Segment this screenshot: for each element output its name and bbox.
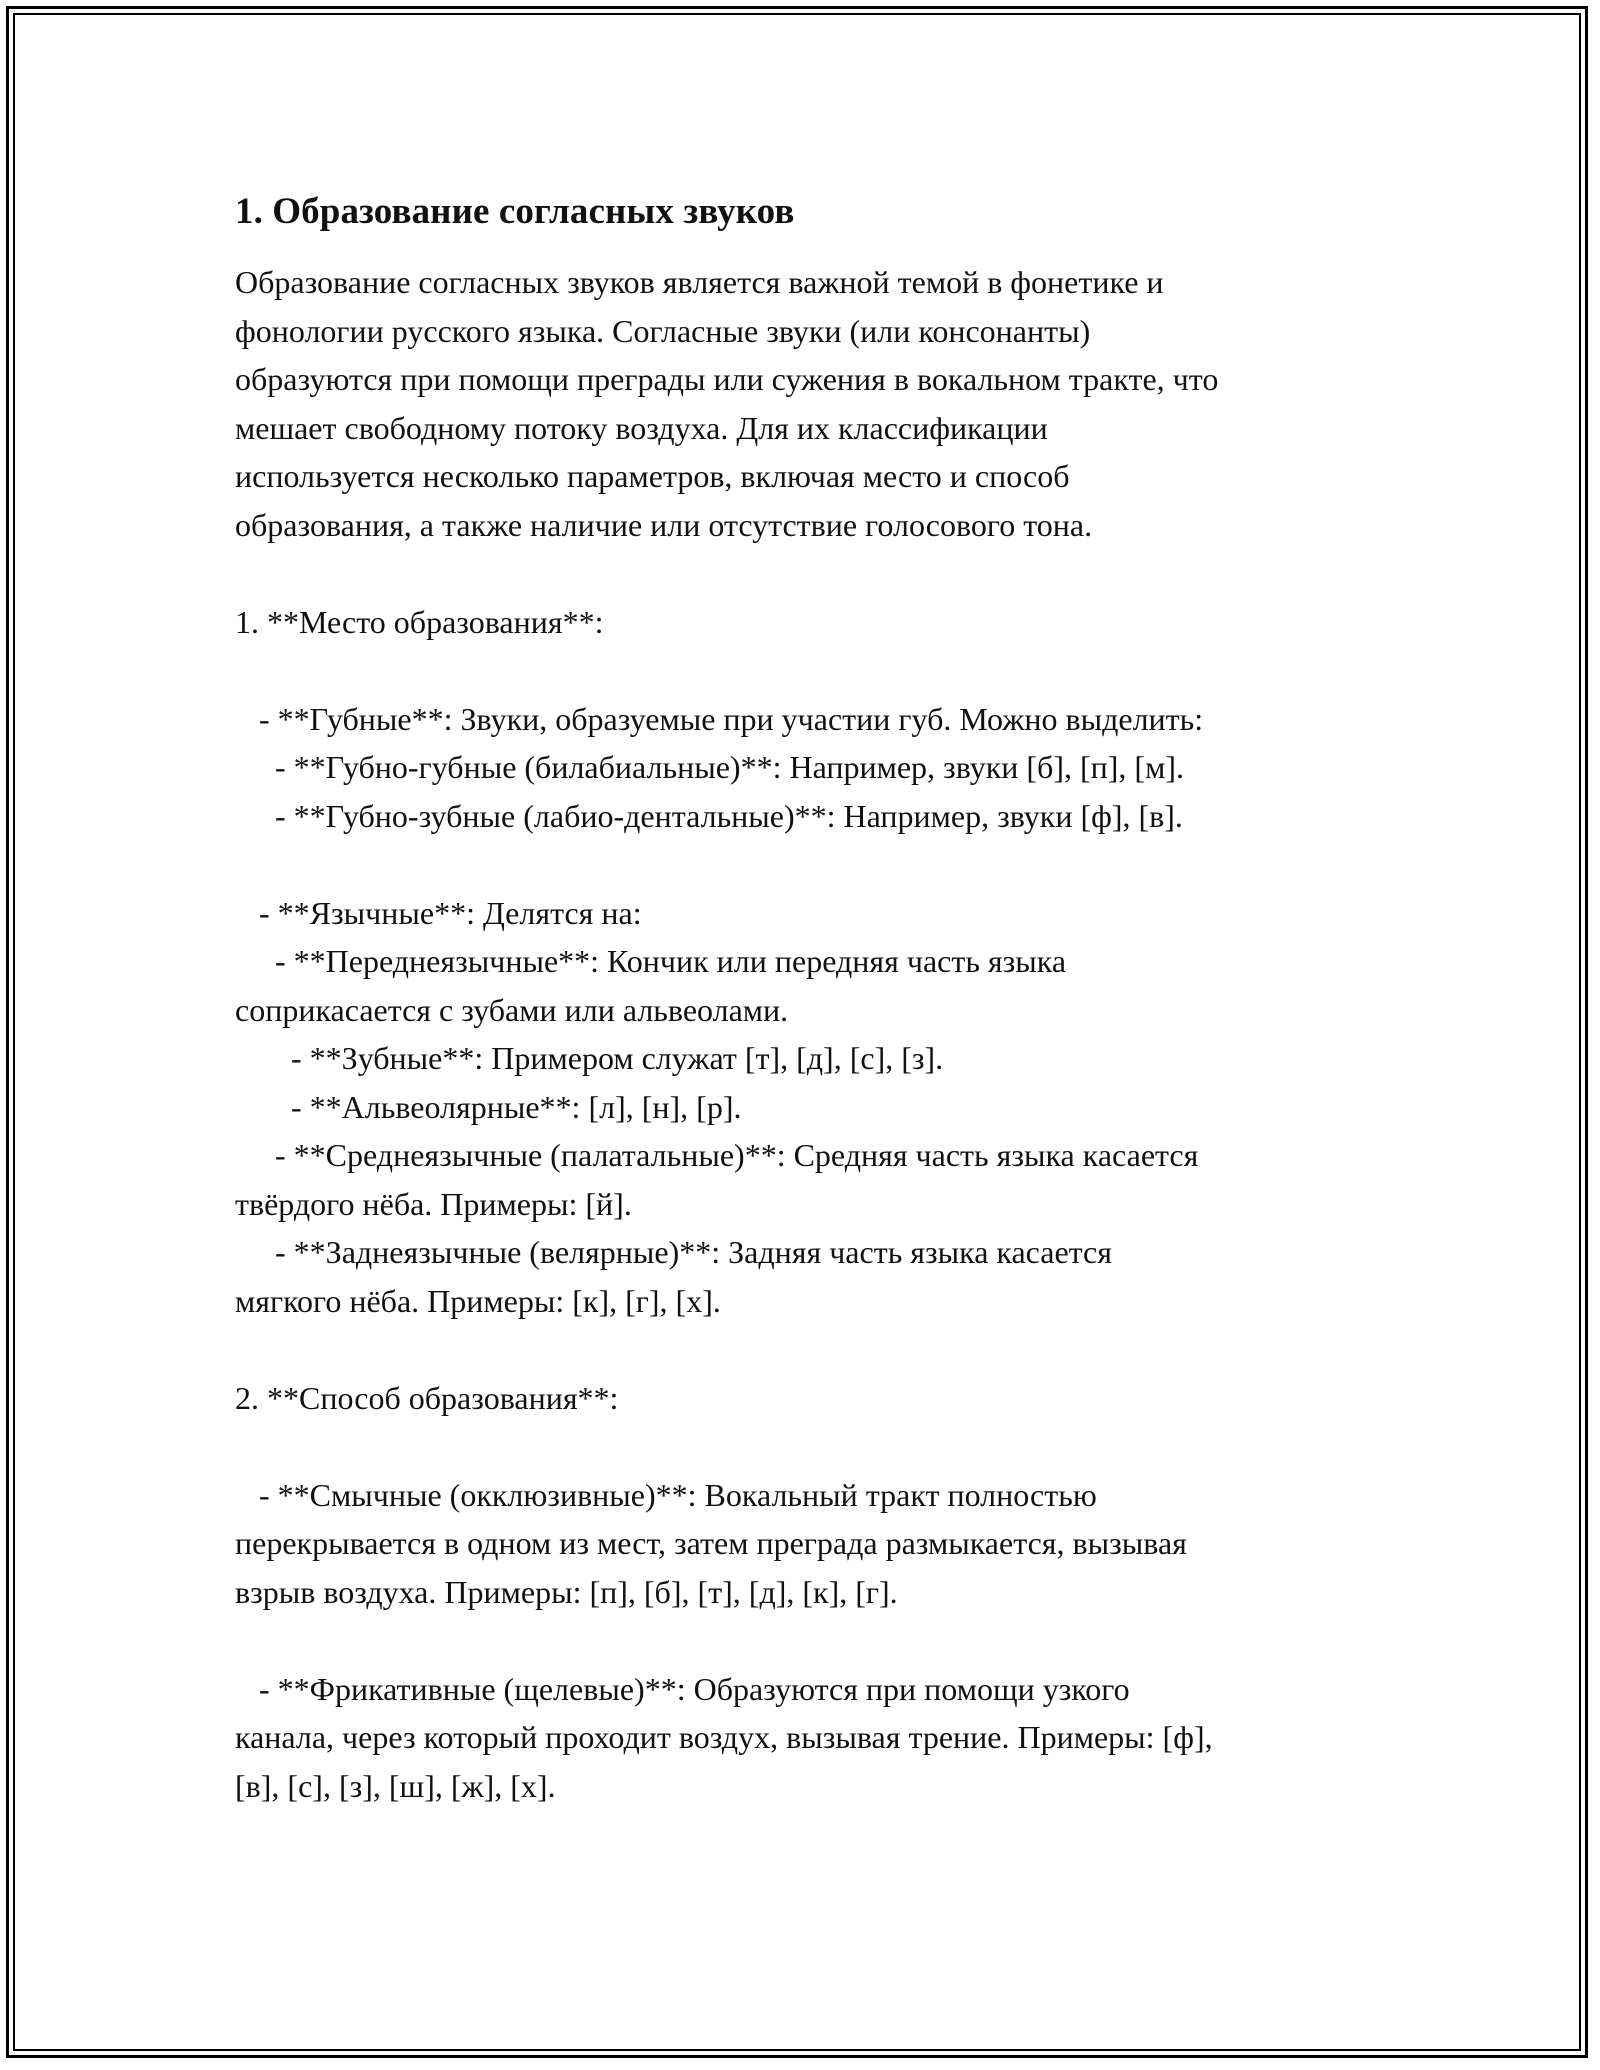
list-item-labial: - **Губные**: Звуки, образуемые при участии губ. Можно выделить: xyxy=(235,700,1204,737)
intro-line: Образование согласных звуков является важной темой в фонетике и xyxy=(235,264,1164,300)
list-item-fricatives: - **Фрикативные (щелевые)**: Образуются при помощи узкого xyxy=(235,1670,1130,1707)
spacer xyxy=(235,840,1385,889)
section-heading: 1. **Место образования**: xyxy=(235,603,604,640)
list-item-dental: - **Зубные**: Примером служат [т], [д], [с], [з]. xyxy=(235,1040,944,1076)
list-item-labiodental: - **Губно-зубные (лабио-дентальные)**: Например, звуки [ф], [в]. xyxy=(235,797,1183,834)
intro-line: образуются при помощи преграды или сужения в вокальном тракте, что xyxy=(235,361,1219,397)
section-manner-of-articulation xyxy=(235,1374,1385,1811)
spacer xyxy=(235,549,1385,598)
intro-line: образования, а также наличие или отсутствие голосового тона. xyxy=(235,506,1093,543)
list-item-lingual: - **Язычные**: Делятся на: xyxy=(235,894,642,931)
spacer xyxy=(235,646,1385,695)
intro-line: мешает свободному потоку воздуха. Для их классификации xyxy=(235,409,1048,446)
list-item-back-lingual: - **Заднеязычные (велярные)**: Задняя часть языка касается xyxy=(235,1234,1112,1270)
list-item-back-lingual-cont: мягкого нёба. Примеры: [к], [г], [х]. xyxy=(235,1282,721,1319)
list-item-fricatives-cont: [в], [с], [з], [ш], [ж], [х]. xyxy=(235,1767,556,1804)
document-body xyxy=(235,188,1385,1810)
intro-line: фонологии русского языка. Согласные звуки (или консонанты) xyxy=(235,312,1091,349)
page-title: 1. Образование согласных звуков xyxy=(235,191,795,232)
list-item-fricatives-cont: канала, через который проходит воздух, вызывая трение. Примеры: [ф], xyxy=(235,1719,1213,1755)
spacer xyxy=(235,1422,1385,1471)
list-item-stops-cont: перекрывается в одном из мест, затем преграда размыкается, вызывая xyxy=(235,1525,1187,1561)
intro-paragraph xyxy=(235,258,1385,549)
list-item-stops-cont: взрыв воздуха. Примеры: [п], [б], [т], [д], [к], [г]. xyxy=(235,1573,898,1610)
list-item-middle-lingual: - **Среднеязычные (палатальные)**: Средняя часть языка касается xyxy=(235,1137,1199,1173)
spacer xyxy=(235,1325,1385,1374)
list-item-front-lingual-cont: соприкасается с зубами или альвеолами. xyxy=(235,991,789,1028)
spacer xyxy=(235,1616,1385,1665)
list-item-bilabial: - **Губно-губные (билабиальные)**: Например, звуки [б], [п], [м]. xyxy=(235,749,1184,785)
list-item-alveolar: - **Альвеолярные**: [л], [н], [р]. xyxy=(235,1088,742,1125)
list-item-front-lingual: - **Переднеязычные**: Кончик или передняя часть языка xyxy=(235,943,1067,979)
section-heading: 2. **Способ образования**: xyxy=(235,1379,619,1416)
intro-line: используется несколько параметров, включая место и способ xyxy=(235,458,1070,494)
list-item-stops: - **Смычные (окклюзивные)**: Вокальный тракт полностью xyxy=(235,1476,1097,1513)
section-place-of-articulation xyxy=(235,598,1385,1326)
list-item-middle-lingual-cont: твёрдого нёба. Примеры: [й]. xyxy=(235,1185,632,1222)
